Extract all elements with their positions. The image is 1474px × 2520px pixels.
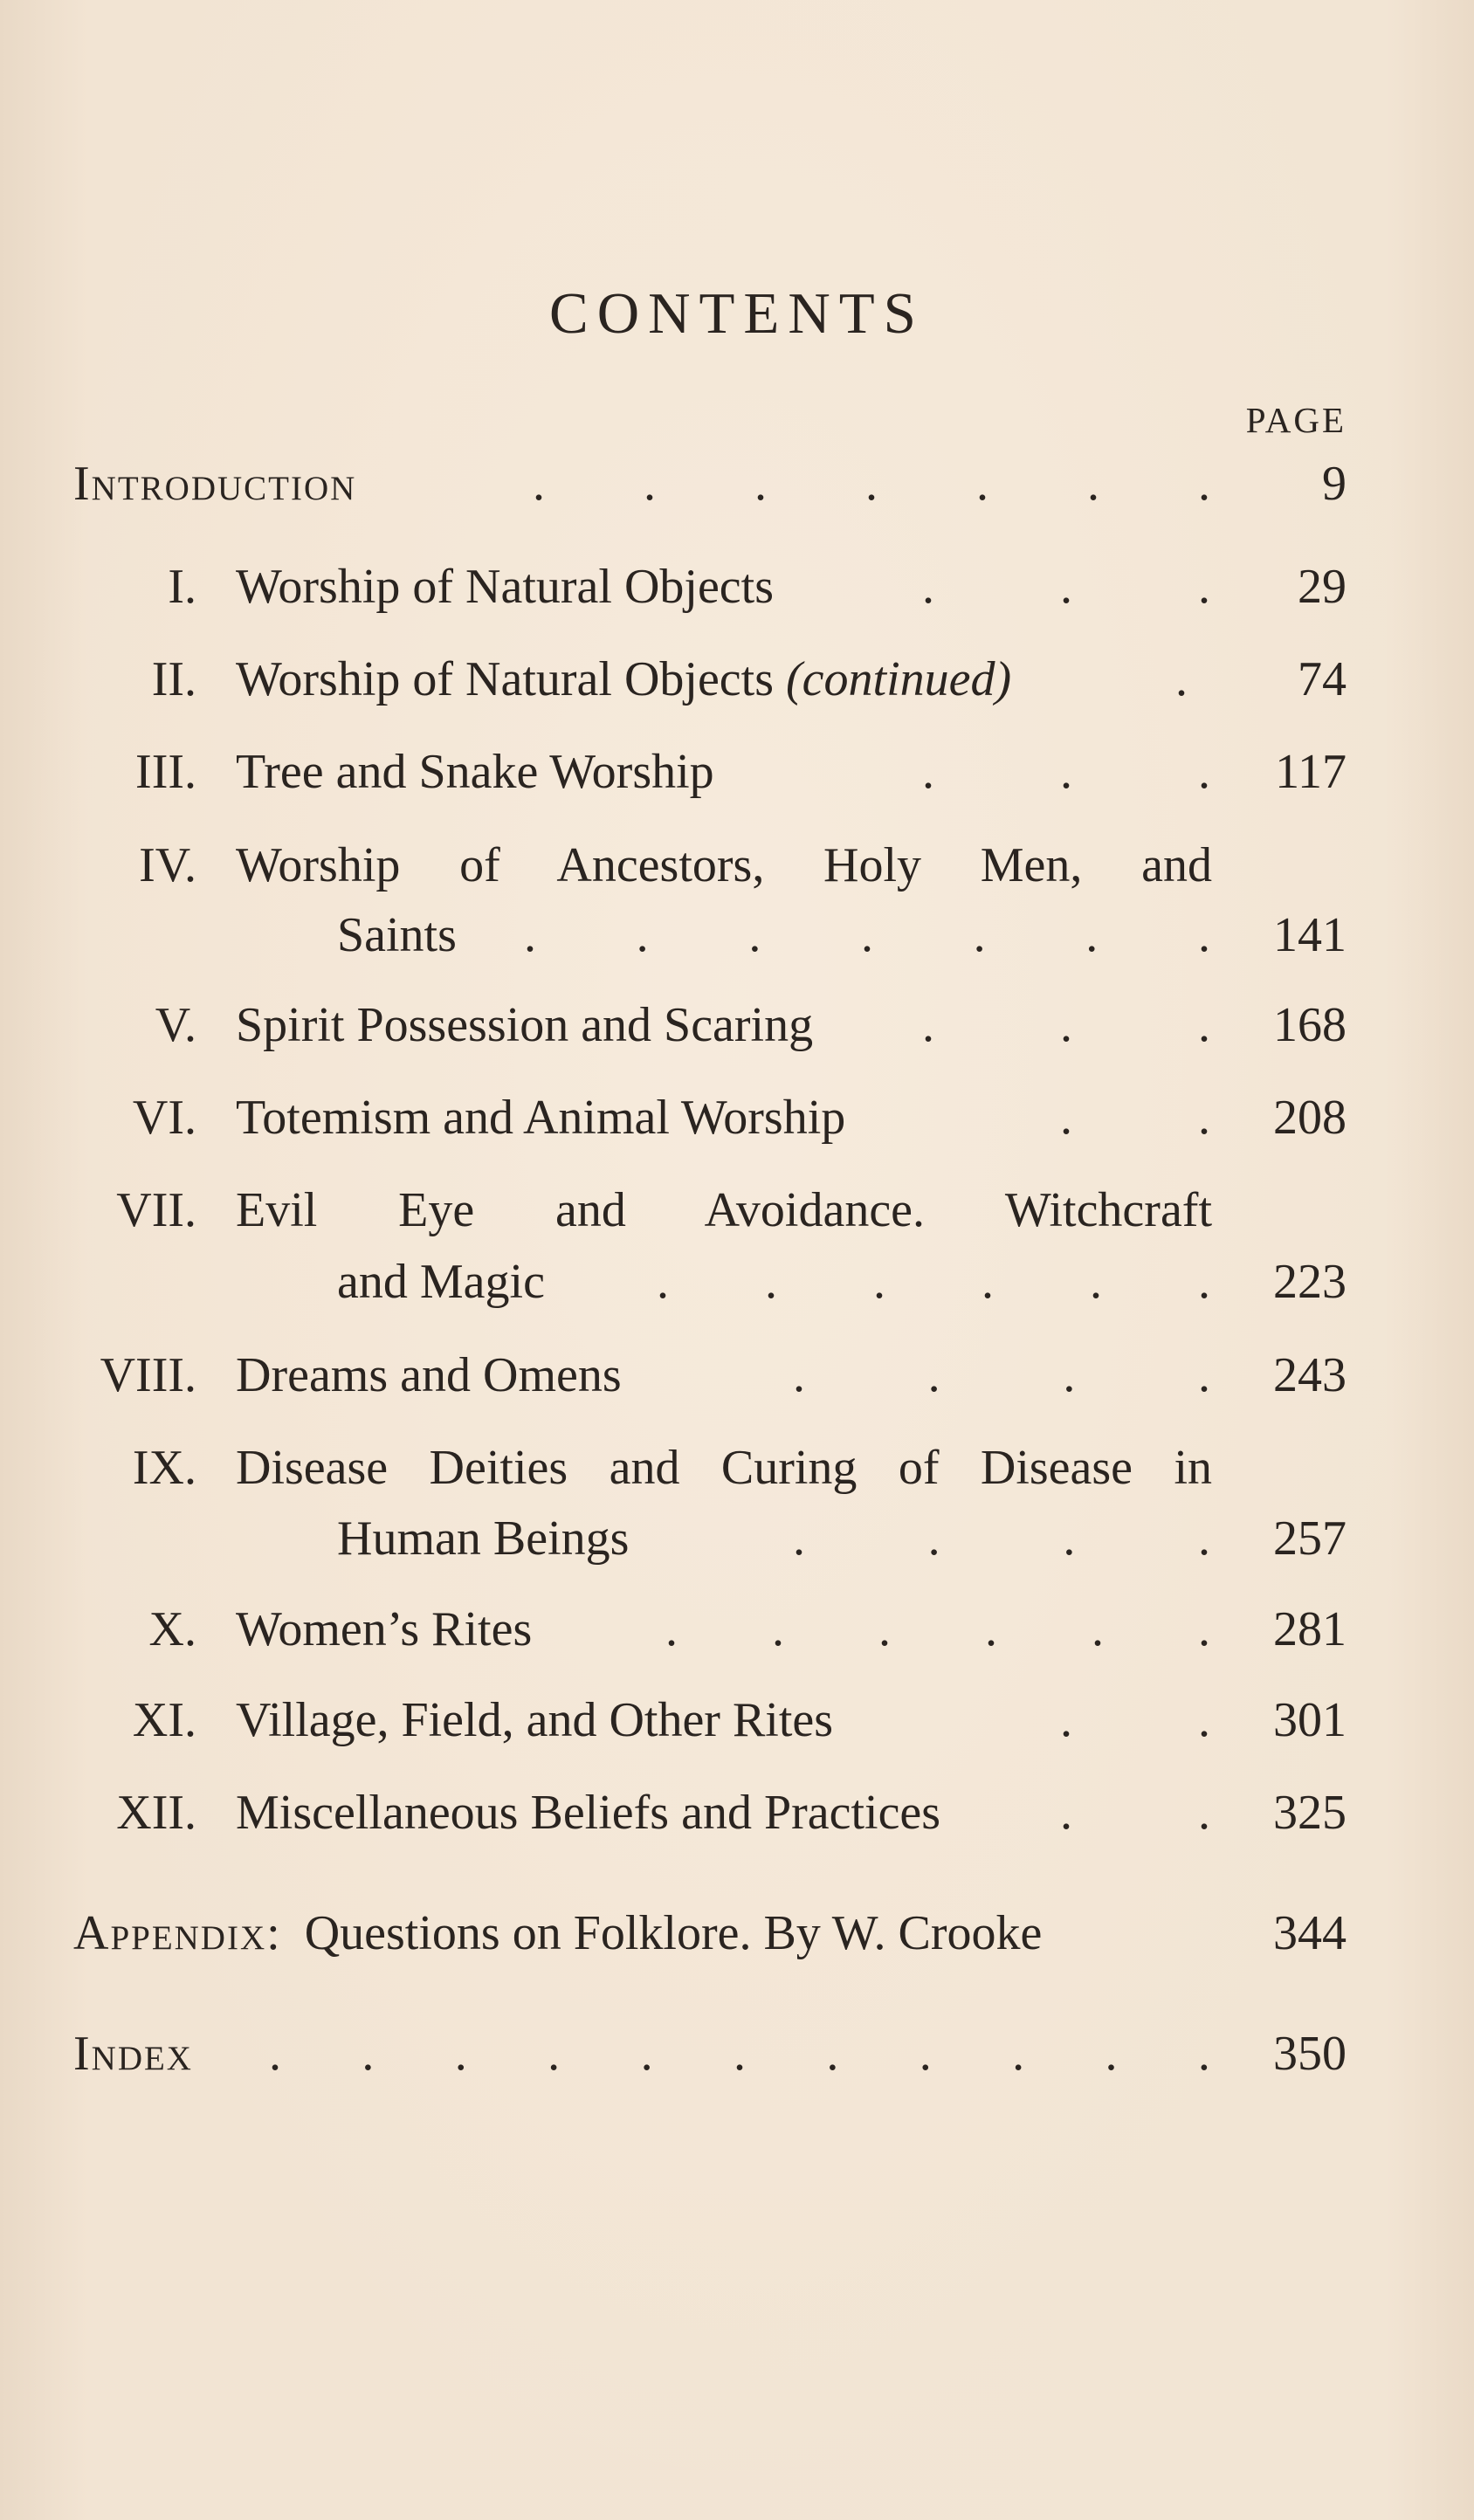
leader-dot: . [1092,1602,1104,1656]
toc-entry-title [236,648,1011,711]
appendix-label: Appendix [73,1906,267,1960]
leader-dot: . [733,2027,746,2081]
chapter-numeral: VI. [132,1091,196,1145]
toc-page-number: 141 [1273,908,1347,962]
dot-leader [665,1598,1210,1661]
toc-entry-title-line-1: Evil Eye and Avoidance. Witchcraft [236,1183,1212,1237]
leader-dot: . [1198,457,1210,511]
toc-entry-chapter-7-continued[interactable] [0,1250,1474,1313]
chapter-numeral: X. [148,1602,196,1656]
toc-page-number: 243 [1273,1348,1347,1402]
leader-dot: . [644,457,656,511]
leader-dot: . [1060,745,1072,799]
leader-dot: . [1060,1091,1072,1145]
chapter-numeral: XI. [132,1693,196,1747]
leader-dot: . [1198,998,1210,1052]
toc-entry-title [73,1902,1042,1965]
page-title: CONTENTS [549,281,925,346]
toc-entry-chapter-9-continued[interactable] [0,1507,1474,1570]
toc-entry-title-line-2: and Magic [337,1255,545,1309]
dot-leader [793,1507,1210,1570]
toc-entry-chapter-9[interactable] [0,1436,1474,1499]
leader-dot: . [1060,1693,1072,1747]
toc-entry-title: Worship of Natural Objects [236,560,774,614]
leader-dot: . [922,745,934,799]
chapter-numeral: V. [155,998,196,1052]
toc-page-number: 257 [1273,1511,1347,1566]
leader-dot: . [1198,1255,1210,1309]
toc-entry-title: Introduction [73,457,357,511]
toc-page-number: 301 [1273,1693,1347,1747]
leader-dot: . [793,1348,805,1402]
toc-entry-chapter-6[interactable] [0,1086,1474,1149]
leader-dot: . [1063,1511,1076,1566]
toc-page-number: 281 [1273,1602,1347,1656]
toc-entry-title-line-1: Disease Deities and Curing of Disease in [236,1441,1212,1495]
leader-dot: . [973,908,986,962]
leader-dot: . [1197,1511,1210,1566]
toc-entry-chapter-8[interactable] [0,1344,1474,1407]
toc-entry-chapter-4-continued[interactable] [0,904,1474,967]
leader-dot: . [1012,2027,1025,2081]
leader-dot: . [1060,1786,1072,1840]
leader-dot: . [922,998,934,1052]
leader-dot: . [548,2027,561,2081]
appendix-separator: : [266,1906,280,1960]
toc-page-number: 74 [1298,652,1347,706]
toc-page-number: 223 [1273,1255,1347,1309]
toc-page-number: 325 [1273,1786,1347,1840]
leader-dot: . [533,457,545,511]
leader-dot: . [1060,998,1072,1052]
dot-leader [1175,648,1210,711]
leader-dot: . [919,2027,932,2081]
dot-leader [1060,1781,1210,1844]
toc-page-number: 344 [1273,1906,1347,1960]
leader-dot: . [793,1511,805,1566]
toc-entry-index[interactable] [0,2022,1474,2085]
chapter-numeral: I. [168,560,196,614]
dot-leader [922,740,1210,803]
leader-dot: . [873,1255,885,1309]
leader-dot: . [1198,1786,1210,1840]
toc-entry-chapter-12[interactable] [0,1781,1474,1844]
toc-entry-title: Village, Field, and Other Rites [236,1693,834,1747]
toc-entry-title: Index [73,2027,193,2081]
leader-dot: . [1175,652,1188,706]
leader-dot: . [1105,2027,1118,2081]
leader-dot: . [1198,1091,1210,1145]
toc-entry-title-line-1: Worship of Ancestors, Holy Men, and [236,838,1212,892]
leader-dot: . [985,1602,997,1656]
toc-entry-title: Spirit Possession and Scaring [236,998,814,1052]
dot-leader [922,555,1210,618]
chapter-numeral: II. [151,652,196,706]
leader-dot: . [640,2027,653,2081]
toc-entry-chapter-10[interactable] [0,1598,1474,1661]
leader-dot: . [1197,2027,1210,2081]
toc-entry-chapter-5[interactable] [0,994,1474,1057]
dot-leader [922,994,1210,1057]
toc-entry-title-note: (continued) [786,652,1012,706]
leader-dot: . [772,1602,784,1656]
toc-entry-chapter-2[interactable] [0,648,1474,711]
toc-page-number: 168 [1273,998,1347,1052]
chapter-numeral: IX. [132,1441,196,1495]
toc-entry-introduction[interactable] [0,452,1474,515]
leader-dot: . [1085,908,1099,962]
dot-leader [533,452,1210,515]
leader-dot: . [1198,1602,1210,1656]
dot-leader [657,1250,1210,1313]
leader-dot: . [657,1255,669,1309]
toc-entry-chapter-4[interactable] [0,834,1474,897]
leader-dot: . [1197,908,1210,962]
toc-entry-title: Totemism and Animal Worship [236,1091,846,1145]
toc-entry-chapter-3[interactable] [0,740,1474,803]
leader-dot: . [826,2027,839,2081]
toc-entry-title-line-2: Saints [337,908,457,962]
toc-entry-appendix[interactable] [0,1902,1474,1965]
leader-dot: . [865,457,878,511]
page-column-header: PAGE [1245,400,1347,440]
leader-dot: . [878,1602,891,1656]
leader-dot: . [636,908,649,962]
leader-dot: . [454,2027,467,2081]
toc-page-number: 350 [1273,2027,1347,2081]
dot-leader [524,904,1210,967]
leader-dot: . [1197,1348,1210,1402]
toc-entry-title-main: Worship of Natural Objects [236,652,774,706]
leader-dot: . [765,1255,777,1309]
leader-dot: . [860,908,873,962]
leader-dot: . [922,560,934,614]
leader-dot: . [1198,1693,1210,1747]
toc-entry-chapter-11[interactable] [0,1689,1474,1752]
leader-dot: . [976,457,988,511]
leader-dot: . [927,1511,940,1566]
chapter-numeral: XII. [116,1786,196,1840]
dot-leader [269,2022,1210,2085]
toc-entry-chapter-7[interactable] [0,1179,1474,1242]
leader-dot: . [1087,457,1099,511]
chapter-numeral: IV. [139,838,196,892]
dot-leader [1060,1086,1210,1149]
toc-page-number: 9 [1322,457,1347,511]
leader-dot: . [1060,560,1072,614]
toc-page-number: 208 [1273,1091,1347,1145]
leader-dot: . [1090,1255,1102,1309]
appendix-title: Questions on Folklore. By W. Crooke [304,1906,1043,1960]
chapter-numeral: III. [135,745,196,799]
leader-dot: . [1063,1348,1076,1402]
leader-dot: . [927,1348,940,1402]
chapter-numeral: VII. [116,1183,196,1237]
leader-dot: . [665,1602,678,1656]
leader-dot: . [754,457,767,511]
dot-leader [793,1344,1210,1407]
chapter-numeral: VIII. [100,1348,196,1402]
toc-entry-title: Tree and Snake Worship [236,745,714,799]
leader-dot: . [748,908,761,962]
toc-entry-title: Dreams and Omens [236,1348,622,1402]
leader-dot: . [1198,560,1210,614]
toc-entry-chapter-1[interactable] [0,555,1474,618]
leader-dot: . [524,908,536,962]
toc-page-number: 29 [1298,560,1347,614]
leader-dot: . [1198,745,1210,799]
toc-entry-title-line-2: Human Beings [337,1511,630,1566]
leader-dot: . [982,1255,994,1309]
toc-entry-title: Miscellaneous Beliefs and Practices [236,1786,941,1840]
leader-dot: . [269,2027,281,2081]
leader-dot: . [362,2027,375,2081]
toc-page-number: 117 [1275,745,1347,799]
dot-leader [1060,1689,1210,1752]
toc-entry-title: Women’s Rites [236,1602,533,1656]
